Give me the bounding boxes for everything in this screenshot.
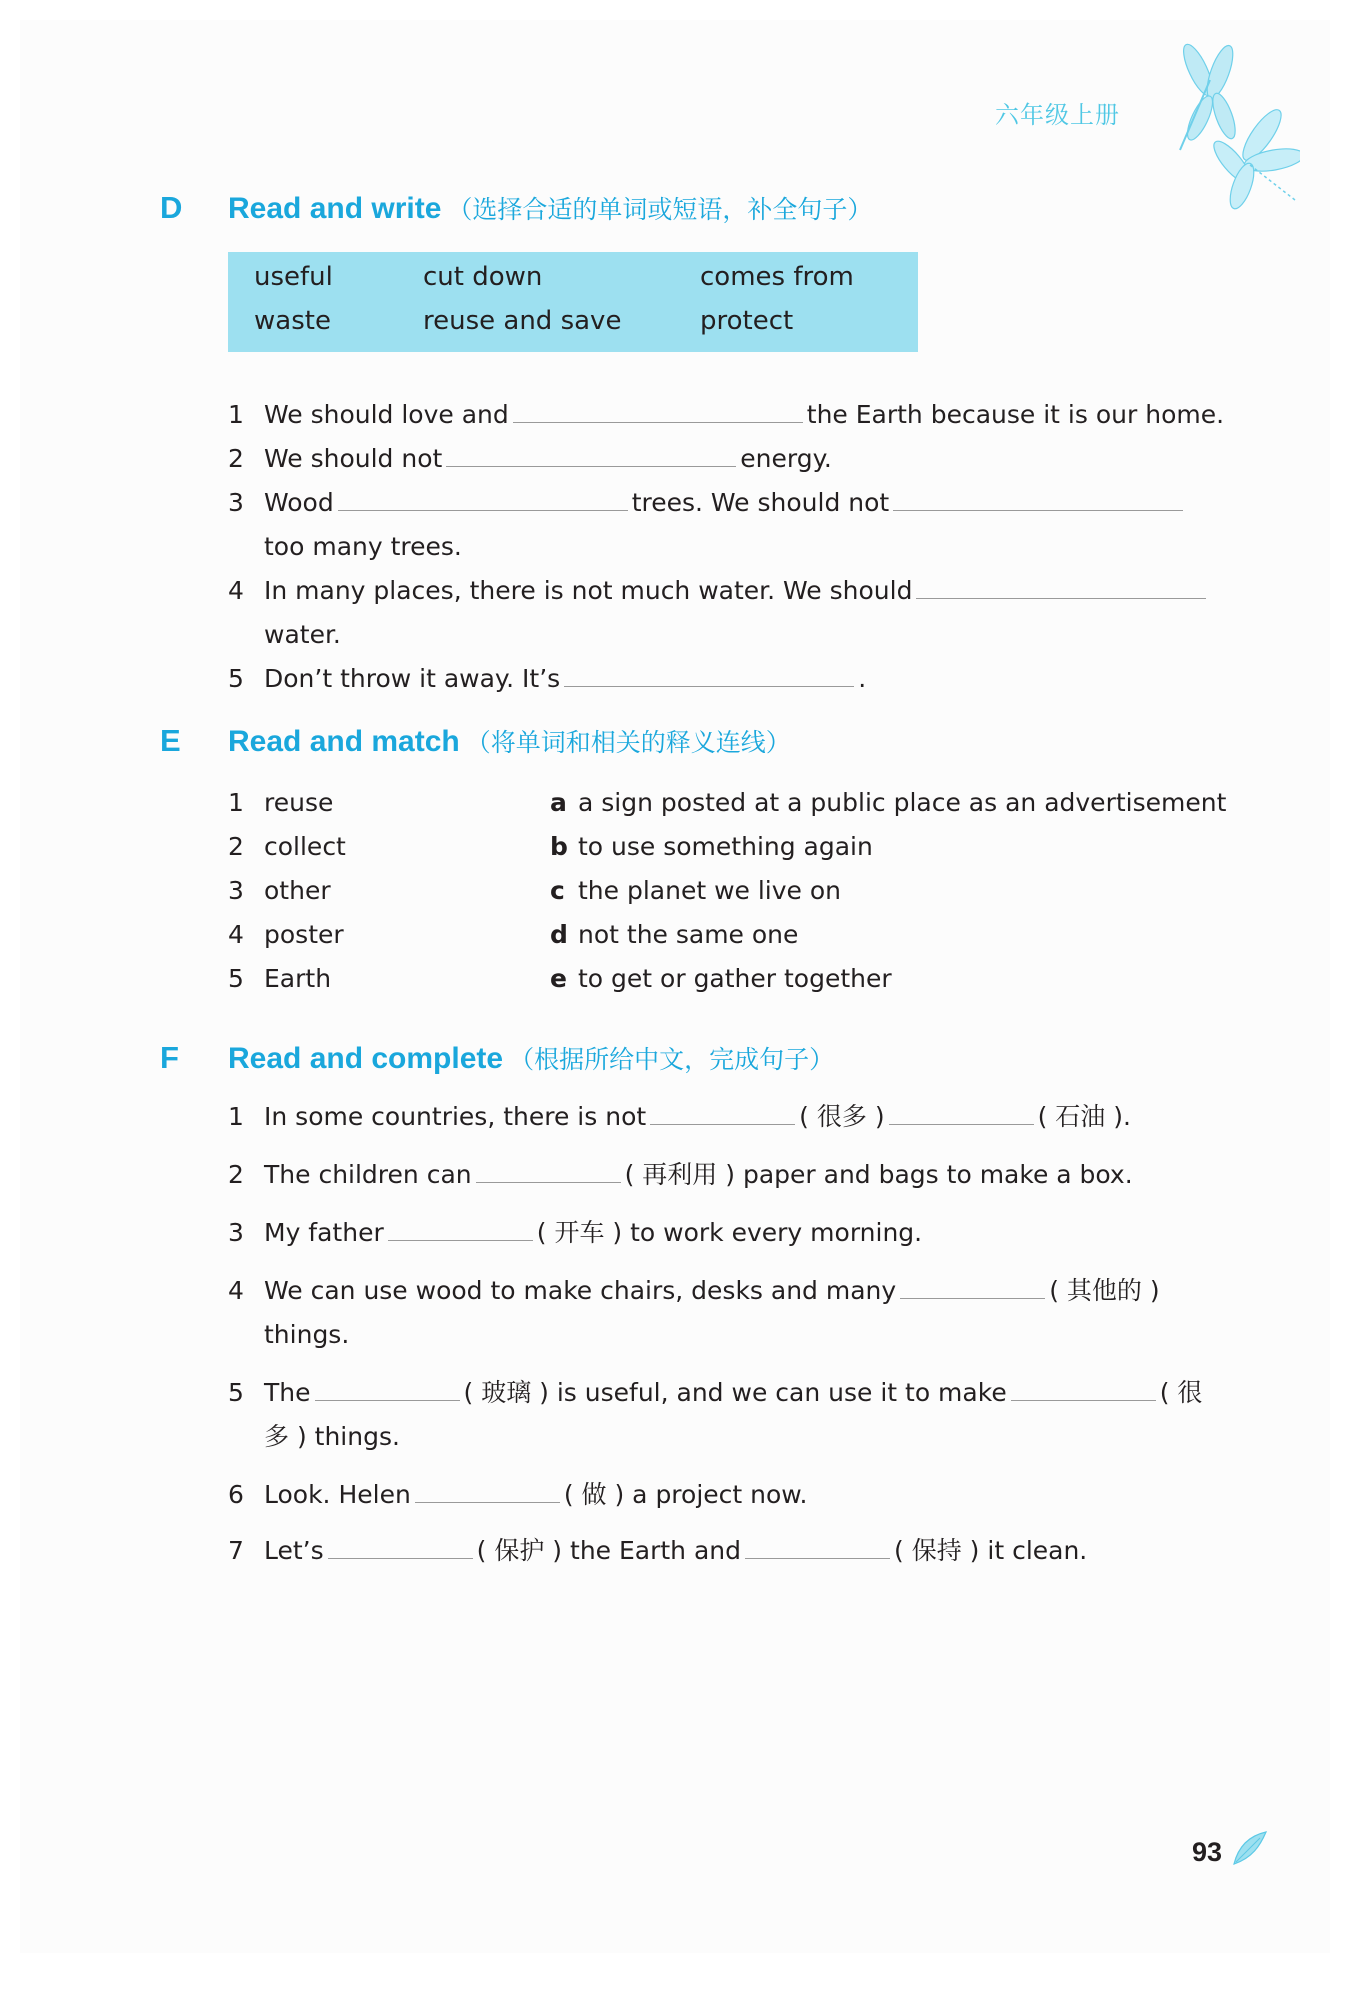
word-text: poster (264, 920, 344, 949)
question-number: 1 (228, 1102, 244, 1131)
question-row (228, 1536, 1087, 1566)
definition-letter: a (550, 788, 567, 817)
word-number: 2 (228, 832, 244, 861)
word-option: useful (254, 262, 333, 292)
answer-blank[interactable] (745, 1540, 890, 1559)
definition-letter: d (550, 920, 568, 949)
word-number: 5 (228, 964, 244, 993)
match-definition[interactable] (550, 876, 841, 906)
question-text: We can use wood to make chairs, desks and many (264, 1276, 897, 1305)
question-number: 5 (228, 664, 244, 693)
answer-blank[interactable] (650, 1106, 795, 1125)
question-text: In some countries, there is not (264, 1102, 647, 1131)
match-definition[interactable] (550, 920, 798, 950)
section-instruction: （将单词和相关的释义连线） (465, 729, 791, 757)
question-text: the Earth because it is our home. (806, 400, 1225, 429)
question-number: 7 (228, 1536, 244, 1565)
question-row (228, 1276, 1160, 1306)
match-word[interactable] (228, 788, 333, 818)
question-number: 4 (228, 576, 244, 605)
question-row (228, 664, 866, 694)
definition-text: not the same one (578, 920, 799, 949)
chinese-hint: ( 很多 ) (799, 1102, 885, 1131)
question-continuation: 多 ) things. (264, 1422, 400, 1451)
question-number: 3 (228, 488, 244, 517)
section-letter: E (160, 723, 181, 758)
answer-blank[interactable] (1011, 1382, 1156, 1401)
question-text: Let’s (264, 1536, 324, 1565)
answer-blank[interactable] (893, 492, 1183, 511)
question-text: it clean. (987, 1536, 1088, 1565)
question-text: a project now. (632, 1480, 808, 1509)
definition-letter: e (550, 964, 567, 993)
word-option: comes from (700, 262, 854, 292)
answer-blank[interactable] (900, 1280, 1045, 1299)
question-text: . (858, 664, 867, 693)
question-number: 5 (228, 1378, 244, 1407)
question-text: paper and bags to make a box. (742, 1160, 1133, 1189)
match-word[interactable] (228, 964, 331, 994)
section-title-text: Read and complete (228, 1042, 504, 1075)
question-text: In many places, there is not much water. We should (264, 576, 913, 605)
question-text: energy. (740, 444, 832, 473)
section-title (228, 1040, 834, 1076)
word-number: 4 (228, 920, 244, 949)
question-row (228, 1160, 1133, 1190)
grade-label: 六年级上册 (995, 101, 1120, 129)
word-text: Earth (264, 964, 332, 993)
question-text: Wood (264, 488, 334, 517)
answer-blank[interactable] (446, 448, 736, 467)
question-row (228, 400, 1224, 430)
section-letter: F (160, 1040, 179, 1075)
chinese-hint: ( 石油 ). (1037, 1102, 1131, 1131)
question-text: Look. Helen (264, 1480, 411, 1509)
section-title-text: Read and write (228, 192, 442, 225)
question-continuation: water. (264, 620, 341, 649)
definition-text: to use something again (578, 832, 873, 861)
question-number: 2 (228, 444, 244, 473)
word-text: other (264, 876, 331, 905)
answer-blank[interactable] (328, 1540, 473, 1559)
answer-blank[interactable] (315, 1382, 460, 1401)
question-row (228, 1480, 807, 1510)
chinese-hint: ( 其他的 ) (1049, 1276, 1160, 1305)
match-definition[interactable] (550, 788, 1226, 818)
question-number: 3 (228, 1218, 244, 1247)
word-option: protect (700, 306, 794, 336)
page-number: 93 (1192, 1837, 1223, 1867)
answer-blank[interactable] (415, 1484, 560, 1503)
word-text: collect (264, 832, 346, 861)
question-number: 2 (228, 1160, 244, 1189)
section-title (228, 190, 872, 226)
question-text: My father (264, 1218, 384, 1247)
word-box (228, 252, 918, 352)
answer-blank[interactable] (513, 404, 803, 423)
question-row (228, 444, 832, 474)
question-continuation: things. (264, 1320, 350, 1349)
match-word[interactable] (228, 832, 346, 862)
question-text: to work every morning. (630, 1218, 923, 1247)
match-definition[interactable] (550, 832, 873, 862)
answer-blank[interactable] (916, 580, 1206, 599)
question-row (228, 1218, 922, 1248)
question-row (228, 1102, 1131, 1132)
answer-blank[interactable] (476, 1164, 621, 1183)
question-number: 4 (228, 1276, 244, 1305)
answer-blank[interactable] (889, 1106, 1034, 1125)
match-definition[interactable] (550, 964, 892, 994)
section-title-text: Read and match (228, 725, 460, 758)
question-number: 1 (228, 400, 244, 429)
chinese-hint: ( 做 ) (563, 1480, 625, 1509)
question-text: trees. We should not (631, 488, 890, 517)
answer-blank[interactable] (388, 1222, 533, 1241)
question-row (228, 576, 1210, 606)
chinese-hint: ( 保护 ) (476, 1536, 563, 1565)
question-row (228, 1378, 1202, 1408)
question-row (228, 488, 1187, 518)
word-option: reuse and save (423, 306, 622, 336)
word-option: waste (254, 306, 331, 336)
question-number: 6 (228, 1480, 244, 1509)
section-instruction: （选择合适的单词或短语，补全句子） (447, 196, 873, 224)
section-title (228, 723, 791, 759)
word-number: 3 (228, 876, 244, 905)
word-text: reuse (264, 788, 334, 817)
question-text: Don’t throw it away. It’s (264, 664, 561, 693)
chinese-hint: ( 玻璃 ) (463, 1378, 549, 1407)
answer-blank[interactable] (338, 492, 628, 511)
word-number: 1 (228, 788, 244, 817)
dragonfly-icon (1150, 40, 1300, 210)
definition-text: the planet we live on (578, 876, 842, 905)
definition-letter: b (550, 832, 568, 861)
match-word[interactable] (228, 920, 344, 950)
question-continuation: too many trees. (264, 532, 462, 561)
section-letter: D (160, 190, 183, 225)
match-word[interactable] (228, 876, 331, 906)
word-option: cut down (423, 262, 543, 292)
section-instruction: （根据所给中文，完成句子） (509, 1046, 835, 1074)
question-text: We should not (264, 444, 443, 473)
definition-letter: c (550, 876, 565, 905)
chinese-hint: ( 再利用 ) (624, 1160, 736, 1189)
question-text: We should love and (264, 400, 509, 429)
answer-blank[interactable] (564, 668, 854, 687)
question-text: The (264, 1378, 311, 1407)
leaf-icon (1230, 1828, 1270, 1868)
chinese-hint: ( 很 (1159, 1378, 1203, 1407)
definition-text: a sign posted at a public place as an advertisement (578, 788, 1227, 817)
question-text: is useful, and we can use it to make (556, 1378, 1007, 1407)
question-text: The children can (264, 1160, 472, 1189)
question-text: the Earth and (570, 1536, 742, 1565)
workbook-page (20, 20, 1330, 1953)
chinese-hint: ( 保持 ) (894, 1536, 980, 1565)
definition-text: to get or gather together (578, 964, 892, 993)
chinese-hint: ( 开车 ) (536, 1218, 623, 1247)
